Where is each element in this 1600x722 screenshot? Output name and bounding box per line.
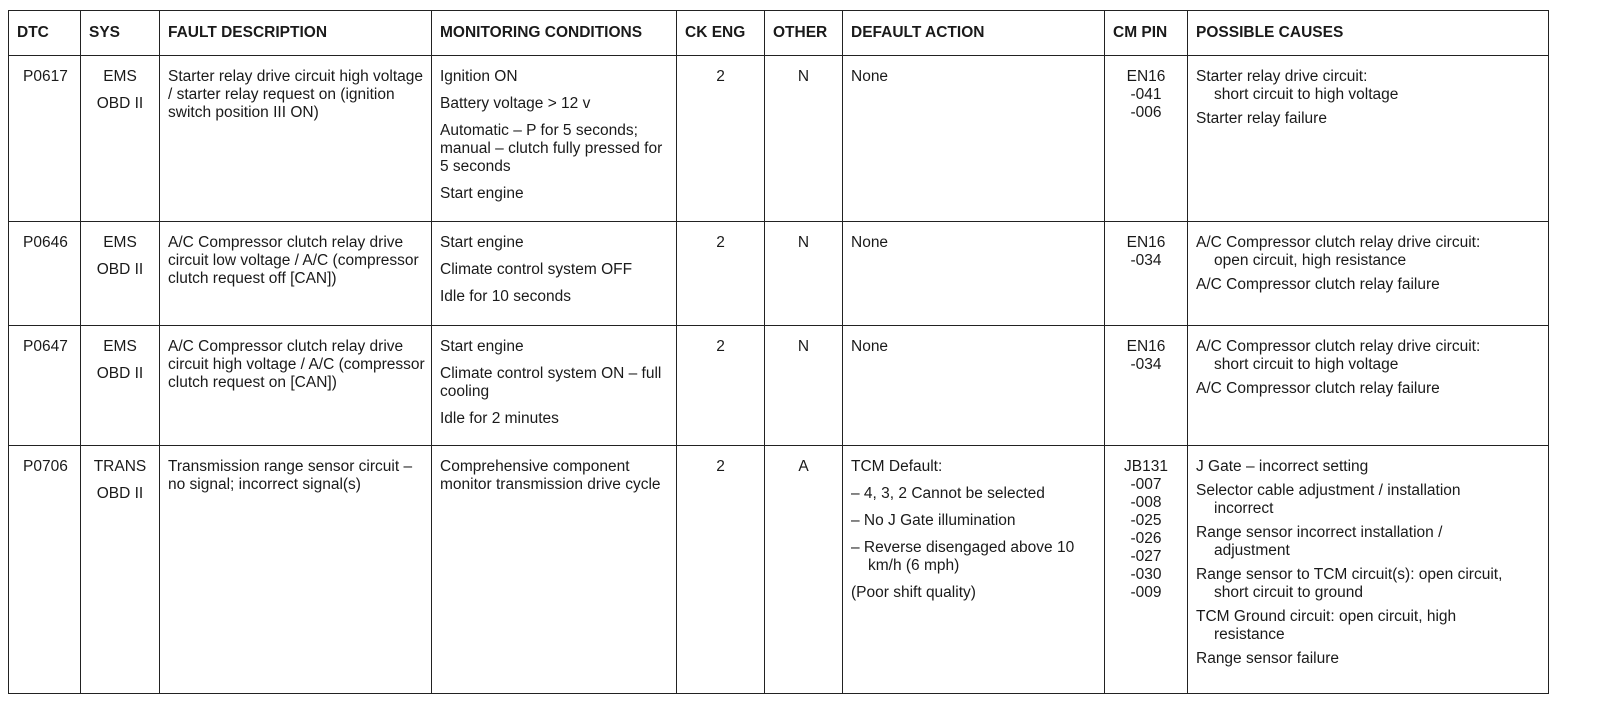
cm-pin: [1105, 326, 1188, 446]
pin-line: -030: [1130, 566, 1162, 583]
monitoring-conditions: [432, 56, 677, 222]
pin-line: -009: [1130, 584, 1162, 601]
pin-line: -026: [1130, 530, 1162, 547]
cm-pin: [1105, 56, 1188, 222]
cause-main: Range sensor to TCM circuit(s): open circuit,: [1196, 566, 1503, 583]
cause-sub: short circuit to ground: [1214, 584, 1364, 601]
default-action-title: TCM Default:: [851, 458, 943, 475]
header-cm-pin: CM PIN: [1105, 11, 1188, 56]
cause-main: A/C Compressor clutch relay failure: [1196, 276, 1440, 293]
sys-line: OBD II: [96, 485, 144, 502]
ck-eng-value: 2: [677, 56, 765, 222]
cause-main: TCM Ground circuit: open circuit, high: [1196, 608, 1457, 625]
header-default-action: DEFAULT ACTION: [843, 11, 1105, 56]
sys-cell: [81, 446, 160, 694]
table-row: [9, 222, 1549, 326]
ck-eng-value: 2: [677, 326, 765, 446]
condition: Comprehensive component monitor transmission drive cycle: [440, 458, 661, 493]
condition: Start engine: [440, 234, 524, 251]
cause-main: A/C Compressor clutch relay failure: [1196, 380, 1440, 397]
cause-sub: resistance: [1214, 626, 1285, 643]
cm-pin: [1105, 222, 1188, 326]
other-value: N: [765, 222, 843, 326]
other-value: N: [765, 326, 843, 446]
header-fault-description: FAULT DESCRIPTION: [160, 11, 432, 56]
fault-description: Transmission range sensor circuit – no signal; incorrect signal(s): [160, 446, 432, 694]
condition: Idle for 10 seconds: [440, 288, 571, 305]
cm-pin: [1105, 446, 1188, 694]
cause-main: Range sensor failure: [1196, 650, 1340, 667]
cause: [1196, 110, 1542, 128]
cause: [1196, 234, 1542, 270]
cause-main: A/C Compressor clutch relay drive circuit:: [1196, 338, 1481, 355]
possible-causes: [1188, 446, 1549, 694]
fault-description: A/C Compressor clutch relay drive circuit high voltage / A/C (compressor clutch request on [CAN]): [160, 326, 432, 446]
sys-line: EMS: [103, 68, 137, 85]
cause: [1196, 458, 1542, 476]
default-action: None: [843, 326, 1105, 446]
sys-line: OBD II: [96, 365, 144, 382]
default-action-item: – 4, 3, 2 Cannot be selected: [851, 485, 1045, 502]
pin-line: JB131: [1124, 458, 1168, 475]
cause-main: Starter relay failure: [1196, 110, 1327, 127]
ck-eng-value: 2: [677, 222, 765, 326]
dtc-code: P0647: [9, 326, 81, 446]
default-action: None: [843, 222, 1105, 326]
condition: Battery voltage > 12 v: [440, 95, 591, 112]
cause: [1196, 650, 1542, 668]
cause-sub: incorrect: [1214, 500, 1274, 517]
possible-causes: [1188, 222, 1549, 326]
dtc-code: P0646: [9, 222, 81, 326]
sys-line: TRANS: [93, 458, 147, 475]
pin-line: EN16: [1126, 338, 1166, 355]
cause-sub: short circuit to high voltage: [1214, 86, 1399, 103]
cause: [1196, 608, 1542, 644]
cause: [1196, 566, 1542, 602]
dtc-code: P0706: [9, 446, 81, 694]
condition: Start engine: [440, 185, 524, 202]
cause-main: J Gate – incorrect setting: [1196, 458, 1369, 475]
cause-sub: short circuit to high voltage: [1214, 356, 1399, 373]
pin-line: -034: [1130, 252, 1162, 269]
header-possible-causes: POSSIBLE CAUSES: [1188, 11, 1549, 56]
default-action-item: – No J Gate illumination: [851, 512, 1016, 529]
cause-main: A/C Compressor clutch relay drive circuit:: [1196, 234, 1481, 251]
monitoring-conditions: [432, 446, 677, 694]
cause: [1196, 338, 1542, 374]
other-value: A: [765, 446, 843, 694]
pin-line: -007: [1130, 476, 1162, 493]
monitoring-conditions: [432, 222, 677, 326]
condition: Idle for 2 minutes: [440, 410, 559, 427]
table-row: [9, 56, 1549, 222]
sys-cell: [81, 222, 160, 326]
header-monitoring-conditions: MONITORING CONDITIONS: [432, 11, 677, 56]
default-action-note: (Poor shift quality): [851, 584, 976, 601]
cause-main: Starter relay drive circuit:: [1196, 68, 1368, 85]
table-row: [9, 446, 1549, 694]
cause-sub: adjustment: [1214, 542, 1290, 559]
pin-line: -041: [1130, 86, 1162, 103]
sys-line: EMS: [103, 234, 137, 251]
condition: Climate control system ON – full cooling: [440, 365, 662, 400]
header-ck-eng: CK ENG: [677, 11, 765, 56]
sys-cell: [81, 326, 160, 446]
pin-line: -025: [1130, 512, 1162, 529]
pin-line: -008: [1130, 494, 1162, 511]
default-action: [843, 446, 1105, 694]
cause-main: Range sensor incorrect installation /: [1196, 524, 1443, 541]
cause-main: Selector cable adjustment / installation: [1196, 482, 1461, 499]
cause: [1196, 276, 1542, 294]
ck-eng-value: 2: [677, 446, 765, 694]
header-other: OTHER: [765, 11, 843, 56]
fault-description: Starter relay drive circuit high voltage / starter relay request on (ignition switch position III ON): [160, 56, 432, 222]
condition: Start engine: [440, 338, 524, 355]
sys-line: OBD II: [96, 261, 144, 278]
sys-line: EMS: [103, 338, 137, 355]
sys-cell: [81, 56, 160, 222]
monitoring-conditions: [432, 326, 677, 446]
cause: [1196, 68, 1542, 104]
condition: Automatic – P for 5 seconds; manual – clutch fully pressed for 5 seconds: [440, 122, 663, 175]
possible-causes: [1188, 56, 1549, 222]
header-sys: SYS: [81, 11, 160, 56]
pin-line: -034: [1130, 356, 1162, 373]
default-action-item: – Reverse disengaged above 10 km/h (6 mph): [851, 539, 1075, 574]
header-row: [9, 11, 1549, 56]
table-row: [9, 326, 1549, 446]
cause: [1196, 524, 1542, 560]
condition: Climate control system OFF: [440, 261, 633, 278]
sys-line: OBD II: [96, 95, 144, 112]
condition: Ignition ON: [440, 68, 518, 85]
default-action: None: [843, 56, 1105, 222]
pin-line: EN16: [1126, 234, 1166, 251]
dtc-table: [8, 10, 1549, 694]
header-dtc: DTC: [9, 11, 81, 56]
pin-line: -006: [1130, 104, 1162, 121]
cause: [1196, 380, 1542, 398]
other-value: N: [765, 56, 843, 222]
dtc-code: P0617: [9, 56, 81, 222]
fault-description: A/C Compressor clutch relay drive circuit low voltage / A/C (compressor clutch request off [CAN]): [160, 222, 432, 326]
cause: [1196, 482, 1542, 518]
possible-causes: [1188, 326, 1549, 446]
pin-line: -027: [1130, 548, 1162, 565]
cause-sub: open circuit, high resistance: [1214, 252, 1407, 269]
pin-line: EN16: [1126, 68, 1166, 85]
